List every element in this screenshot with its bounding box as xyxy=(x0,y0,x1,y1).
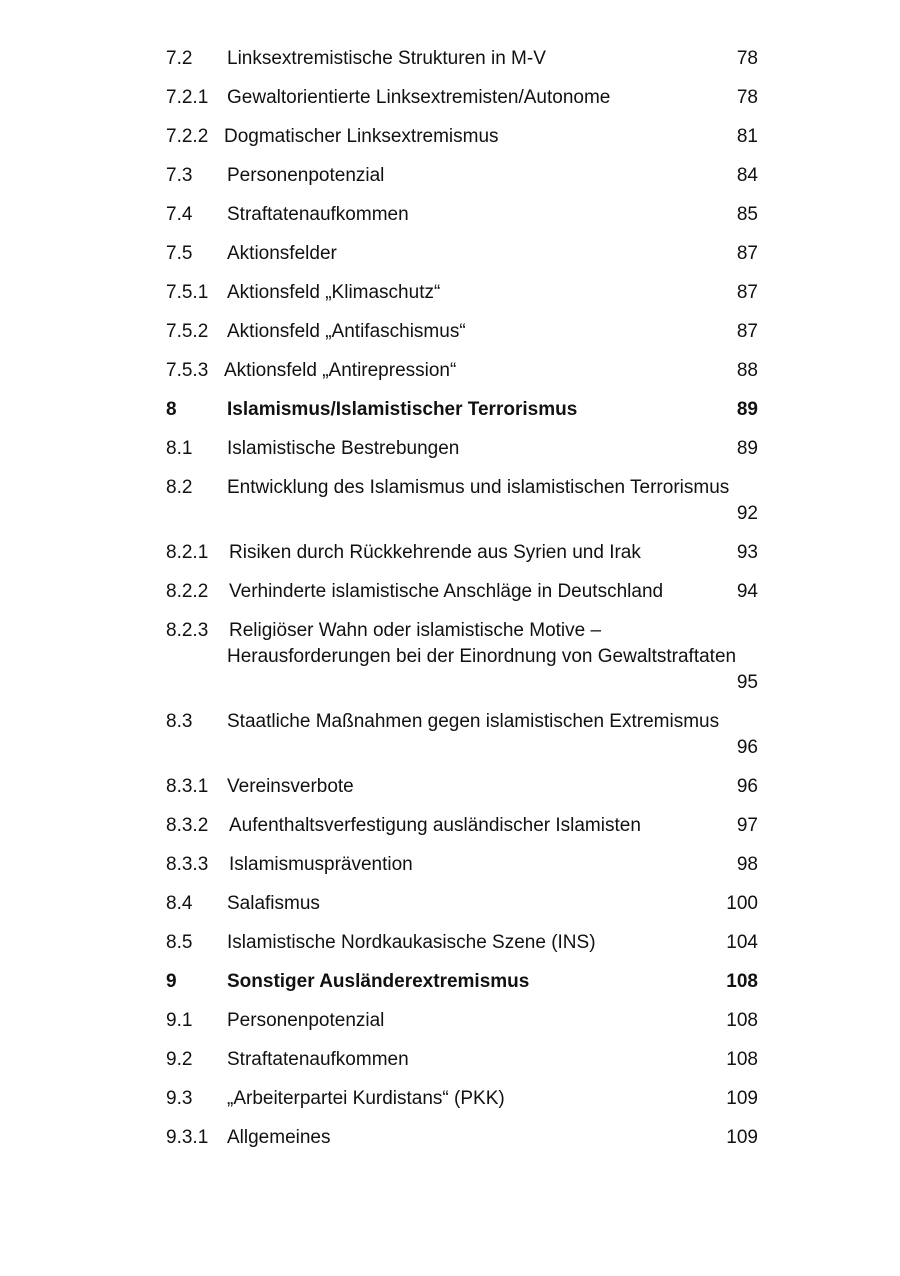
toc-title: Staatliche Maßnahmen gegen islamistischen Extremismus xyxy=(227,711,720,732)
toc-number: 8.4 xyxy=(166,893,193,914)
toc-page: 87 xyxy=(736,282,758,303)
toc-page: 96 xyxy=(736,776,758,797)
toc-page: 96 xyxy=(736,737,758,758)
toc-title: Risiken durch Rückkehrende aus Syrien und Irak xyxy=(229,542,641,563)
toc-number: 7.5 xyxy=(166,243,193,264)
toc-page: 88 xyxy=(736,360,758,381)
toc-number: 9.3.1 xyxy=(166,1127,209,1148)
toc-title: Salafismus xyxy=(227,893,320,914)
toc-page: 108 xyxy=(726,1010,758,1031)
toc-number: 7.2.2 xyxy=(166,126,209,147)
toc-number: 8.2.3 xyxy=(166,620,209,641)
toc-entry[interactable] xyxy=(0,618,900,696)
toc-title: Entwicklung des Islamismus und islamistischen Terrorismus xyxy=(227,477,730,498)
toc-title: Religiöser Wahn oder islamistische Motive – xyxy=(229,620,602,641)
toc-number: 9.1 xyxy=(166,1010,193,1031)
toc-page: 84 xyxy=(736,165,758,186)
toc-page: 93 xyxy=(736,542,758,563)
toc-title: Straftatenaufkommen xyxy=(227,1049,409,1070)
toc-title-continuation: Herausforderungen bei der Einordnung von Gewaltstraftaten xyxy=(227,646,737,667)
toc-page: 94 xyxy=(736,581,758,602)
toc-title: Straftatenaufkommen xyxy=(227,204,409,225)
toc-page: 109 xyxy=(726,1127,758,1148)
toc-page: 100 xyxy=(726,893,758,914)
toc-number: 8.1 xyxy=(166,438,193,459)
toc-number: 8.2 xyxy=(166,477,193,498)
toc-title: Aktionsfeld „Antifaschismus“ xyxy=(227,321,466,342)
toc-page: 87 xyxy=(736,321,758,342)
toc-number: 9 xyxy=(166,971,177,992)
toc-page: 97 xyxy=(736,815,758,836)
toc-number: 9.3 xyxy=(166,1088,193,1109)
toc-title: Islamistische Bestrebungen xyxy=(227,438,460,459)
toc-title: Linksextremistische Strukturen in M-V xyxy=(227,48,546,69)
toc-page: 92 xyxy=(736,503,758,524)
toc-title: Islamismusprävention xyxy=(229,854,413,875)
toc-title: Aktionsfeld „Klimaschutz“ xyxy=(227,282,441,303)
toc-number: 7.4 xyxy=(166,204,193,225)
toc-title: „Arbeiterpartei Kurdistans“ (PKK) xyxy=(227,1088,505,1109)
toc-title: Verhinderte islamistische Anschläge in Deutschland xyxy=(229,581,664,602)
toc-number: 9.2 xyxy=(166,1049,193,1070)
toc-number: 8.3.3 xyxy=(166,854,209,875)
toc-title: Islamismus/Islamistischer Terrorismus xyxy=(227,399,578,420)
toc-number: 8 xyxy=(166,399,177,420)
toc-number: 8.3.2 xyxy=(166,815,209,836)
toc-number: 7.2.1 xyxy=(166,87,209,108)
toc-number: 7.3 xyxy=(166,165,193,186)
toc-title: Aufenthaltsverfestigung ausländischer Islamisten xyxy=(229,815,641,836)
toc-number: 7.5.2 xyxy=(166,321,209,342)
toc-page: 95 xyxy=(736,672,758,693)
toc-page: 109 xyxy=(726,1088,758,1109)
toc-number: 8.3.1 xyxy=(166,776,209,797)
toc-title: Gewaltorientierte Linksextremisten/Autonome xyxy=(227,87,611,108)
toc-page: 78 xyxy=(736,87,758,108)
toc-page: 98 xyxy=(736,854,758,875)
toc-entry[interactable] xyxy=(0,709,900,761)
toc-title: Aktionsfeld „Antirepression“ xyxy=(224,360,457,381)
toc-title: Personenpotenzial xyxy=(227,1010,385,1031)
toc-page: 108 xyxy=(726,1049,758,1070)
toc-title: Vereinsverbote xyxy=(227,776,354,797)
toc-page: 89 xyxy=(736,438,758,459)
toc-number: 7.2 xyxy=(166,48,193,69)
toc-page: 108 xyxy=(726,971,758,992)
toc-title: Dogmatischer Linksextremismus xyxy=(224,126,499,147)
toc-title: Islamistische Nordkaukasische Szene (INS) xyxy=(227,932,596,953)
toc-number: 7.5.1 xyxy=(166,282,209,303)
toc-number: 8.5 xyxy=(166,932,193,953)
toc-page: 85 xyxy=(736,204,758,225)
toc-number: 8.2.1 xyxy=(166,542,209,563)
toc-page: 78 xyxy=(736,48,758,69)
toc-page: 104 xyxy=(726,932,758,953)
toc-title: Aktionsfelder xyxy=(227,243,337,264)
toc-number: 8.3 xyxy=(166,711,193,732)
toc-number: 7.5.3 xyxy=(166,360,209,381)
toc-title: Personenpotenzial xyxy=(227,165,385,186)
toc-page: 89 xyxy=(736,399,758,420)
toc-title: Sonstiger Ausländerextremismus xyxy=(227,971,530,992)
toc-page: 87 xyxy=(736,243,758,264)
toc-number: 8.2.2 xyxy=(166,581,209,602)
toc-title: Allgemeines xyxy=(227,1127,331,1148)
toc-page: 81 xyxy=(736,126,758,147)
toc-entry[interactable] xyxy=(0,475,900,527)
